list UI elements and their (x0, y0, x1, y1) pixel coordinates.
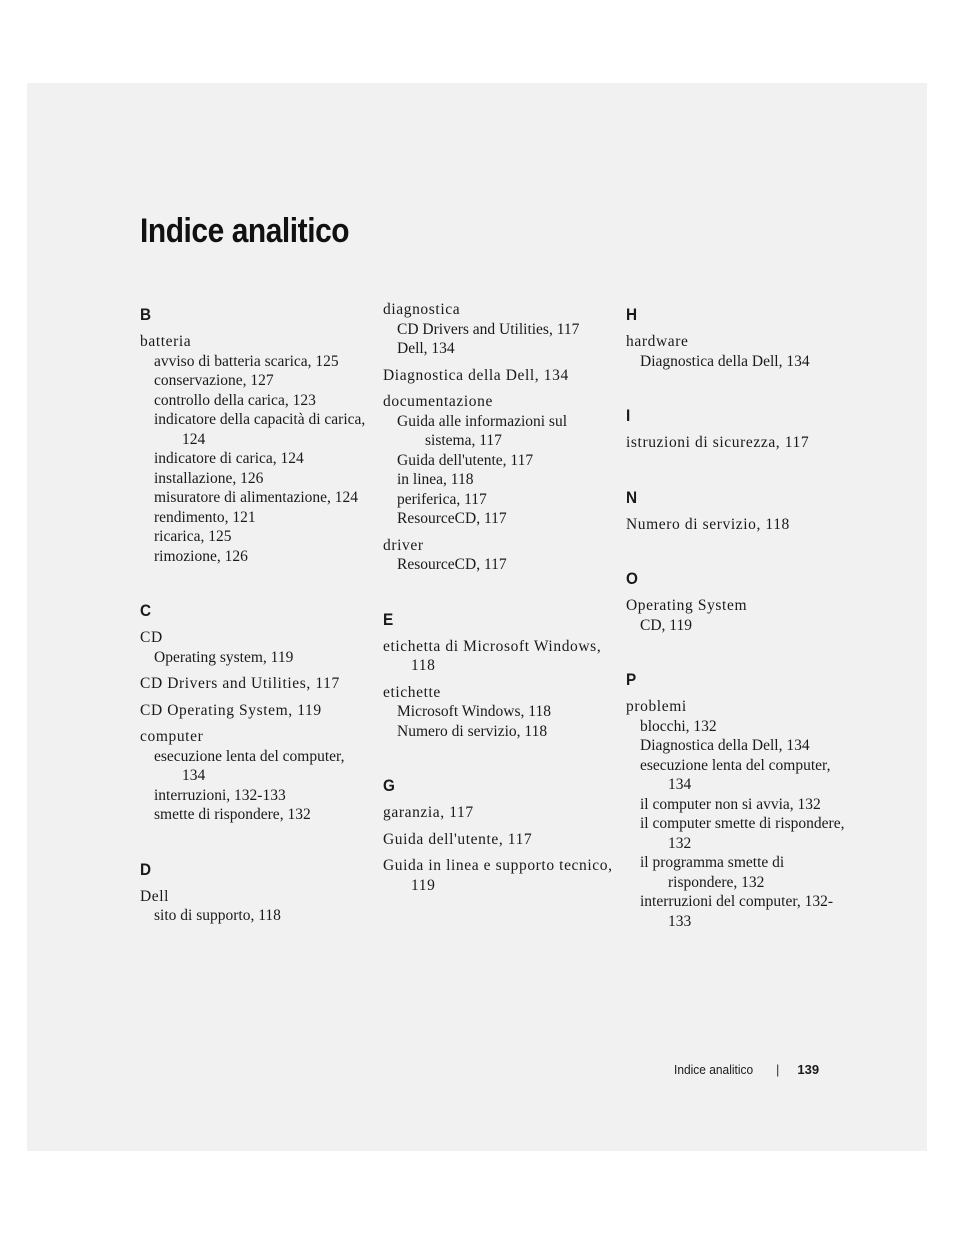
index-subentry: conservazione, 127 (154, 372, 274, 389)
section-letter: D (140, 859, 152, 879)
index-section (140, 600, 370, 825)
index-subentry: Diagnostica della Dell, 134 (640, 737, 810, 754)
index-subentry: Operating system, 119 (154, 648, 294, 666)
index-term: CD Operating System, 119 (140, 701, 322, 719)
index-entry (626, 697, 856, 931)
index-term: Diagnostica della Dell, 134 (383, 366, 569, 384)
index-column-2 (383, 300, 613, 929)
section-letter: B (140, 305, 152, 324)
index-term: problemi (626, 698, 687, 715)
index-entry (383, 536, 613, 575)
page-title: Indice analitico (140, 212, 350, 250)
index-term: Guida in linea e supporto tecnico, 119 (383, 857, 613, 894)
index-term: CD Drivers and Utilities, 117 (140, 675, 340, 692)
index-entry (140, 674, 370, 694)
index-entry (140, 727, 370, 825)
section-letter: E (383, 609, 394, 629)
section-letter: O (626, 569, 638, 588)
index-subentry: Guida alle informazioni sul sistema, 117 (397, 412, 568, 449)
index-term: etichette (383, 683, 441, 701)
index-subentry: smette di rispondere, 132 (154, 806, 311, 823)
index-entry (383, 392, 613, 529)
page-number: 139 (797, 1062, 820, 1077)
index-subentry: installazione, 126 (154, 469, 264, 487)
section-letter: H (626, 305, 638, 324)
index-subentry: misuratore di alimentazione, 124 (154, 489, 359, 506)
index-subentry: il programma smette di rispondere, 132 (640, 854, 785, 891)
index-subentry: il computer smette di rispondere, 132 (640, 815, 845, 852)
index-entry (383, 830, 613, 850)
index-term: batteria (140, 333, 192, 350)
index-entry (383, 366, 613, 386)
index-subentry: periferica, 117 (397, 490, 487, 508)
index-subentry: esecuzione lenta del computer, 134 (640, 756, 831, 793)
index-section (140, 859, 370, 926)
index-entry (383, 803, 613, 823)
index-term: CD (140, 629, 163, 646)
index-subentry: indicatore di carica, 124 (154, 450, 304, 467)
index-subentry: il computer non si avvia, 132 (640, 795, 821, 813)
index-subentry: rendimento, 121 (154, 508, 256, 526)
index-section (383, 775, 613, 895)
index-subentry: in linea, 118 (397, 471, 474, 488)
index-entry (140, 887, 370, 926)
footer-separator: | (776, 1062, 780, 1077)
index-subentry: Dell, 134 (397, 340, 455, 357)
index-subentry: Microsoft Windows, 118 (397, 703, 551, 720)
index-subentry: ResourceCD, 117 (397, 556, 507, 573)
index-subentry: ResourceCD, 117 (397, 510, 507, 527)
section-letter: N (626, 487, 638, 507)
section-letter: C (140, 601, 152, 620)
index-subentry: controllo della carica, 123 (154, 391, 316, 409)
index-term: etichetta di Microsoft Windows, 118 (383, 637, 602, 674)
index-entry (383, 637, 613, 676)
index-section (383, 609, 613, 742)
index-column-1 (140, 300, 370, 960)
index-subentry: esecuzione lenta del computer, 134 (154, 747, 345, 784)
index-section (626, 304, 856, 371)
index-term: Operating System (626, 597, 748, 614)
index-subentry: blocchi, 132 (640, 717, 717, 735)
page-footer (674, 1062, 819, 1077)
index-section (383, 300, 613, 575)
index-subentry: Guida dell'utente, 117 (397, 451, 534, 469)
index-subentry: interruzioni, 132-133 (154, 786, 286, 804)
index-section (626, 669, 856, 931)
index-entry (383, 300, 613, 359)
index-subentry: interruzioni del computer, 132-133 (640, 893, 834, 930)
section-letter: I (626, 406, 631, 425)
index-term: diagnostica (383, 301, 461, 318)
index-entry (626, 596, 856, 635)
index-term: garanzia, 117 (383, 804, 474, 821)
index-term: Numero di servizio, 118 (626, 515, 790, 533)
index-entry (383, 683, 613, 742)
section-letter: G (383, 776, 395, 795)
index-subentry: rimozione, 126 (154, 547, 248, 565)
index-subentry: indicatore della capacità di carica, 124 (154, 411, 366, 448)
index-subentry: CD, 119 (640, 616, 692, 634)
index-subentry: Diagnostica della Dell, 134 (640, 352, 810, 370)
index-subentry: avviso di batteria scarica, 125 (154, 352, 339, 370)
section-letter: P (626, 670, 637, 689)
index-section (626, 568, 856, 635)
index-entry (626, 433, 856, 453)
index-section (626, 405, 856, 453)
index-entry (140, 332, 370, 566)
footer-label: Indice analitico (674, 1062, 754, 1077)
index-term: hardware (626, 333, 689, 350)
index-term: Guida dell'utente, 117 (383, 830, 533, 848)
index-term: Dell (140, 887, 170, 905)
index-subentry: CD Drivers and Utilities, 117 (397, 320, 580, 338)
index-entry (626, 515, 856, 535)
index-column-3 (626, 300, 856, 965)
index-entry (140, 701, 370, 721)
index-subentry: ricarica, 125 (154, 528, 232, 545)
index-term: istruzioni di sicurezza, 117 (626, 434, 810, 451)
index-section (140, 304, 370, 566)
index-term: driver (383, 536, 424, 554)
index-section (626, 487, 856, 535)
index-entry (626, 332, 856, 371)
index-term: documentazione (383, 393, 493, 410)
index-term: computer (140, 728, 204, 745)
index-subentry: sito di supporto, 118 (154, 907, 281, 924)
index-subentry: Numero di servizio, 118 (397, 722, 548, 740)
index-entry (140, 628, 370, 667)
index-entry (383, 856, 613, 895)
